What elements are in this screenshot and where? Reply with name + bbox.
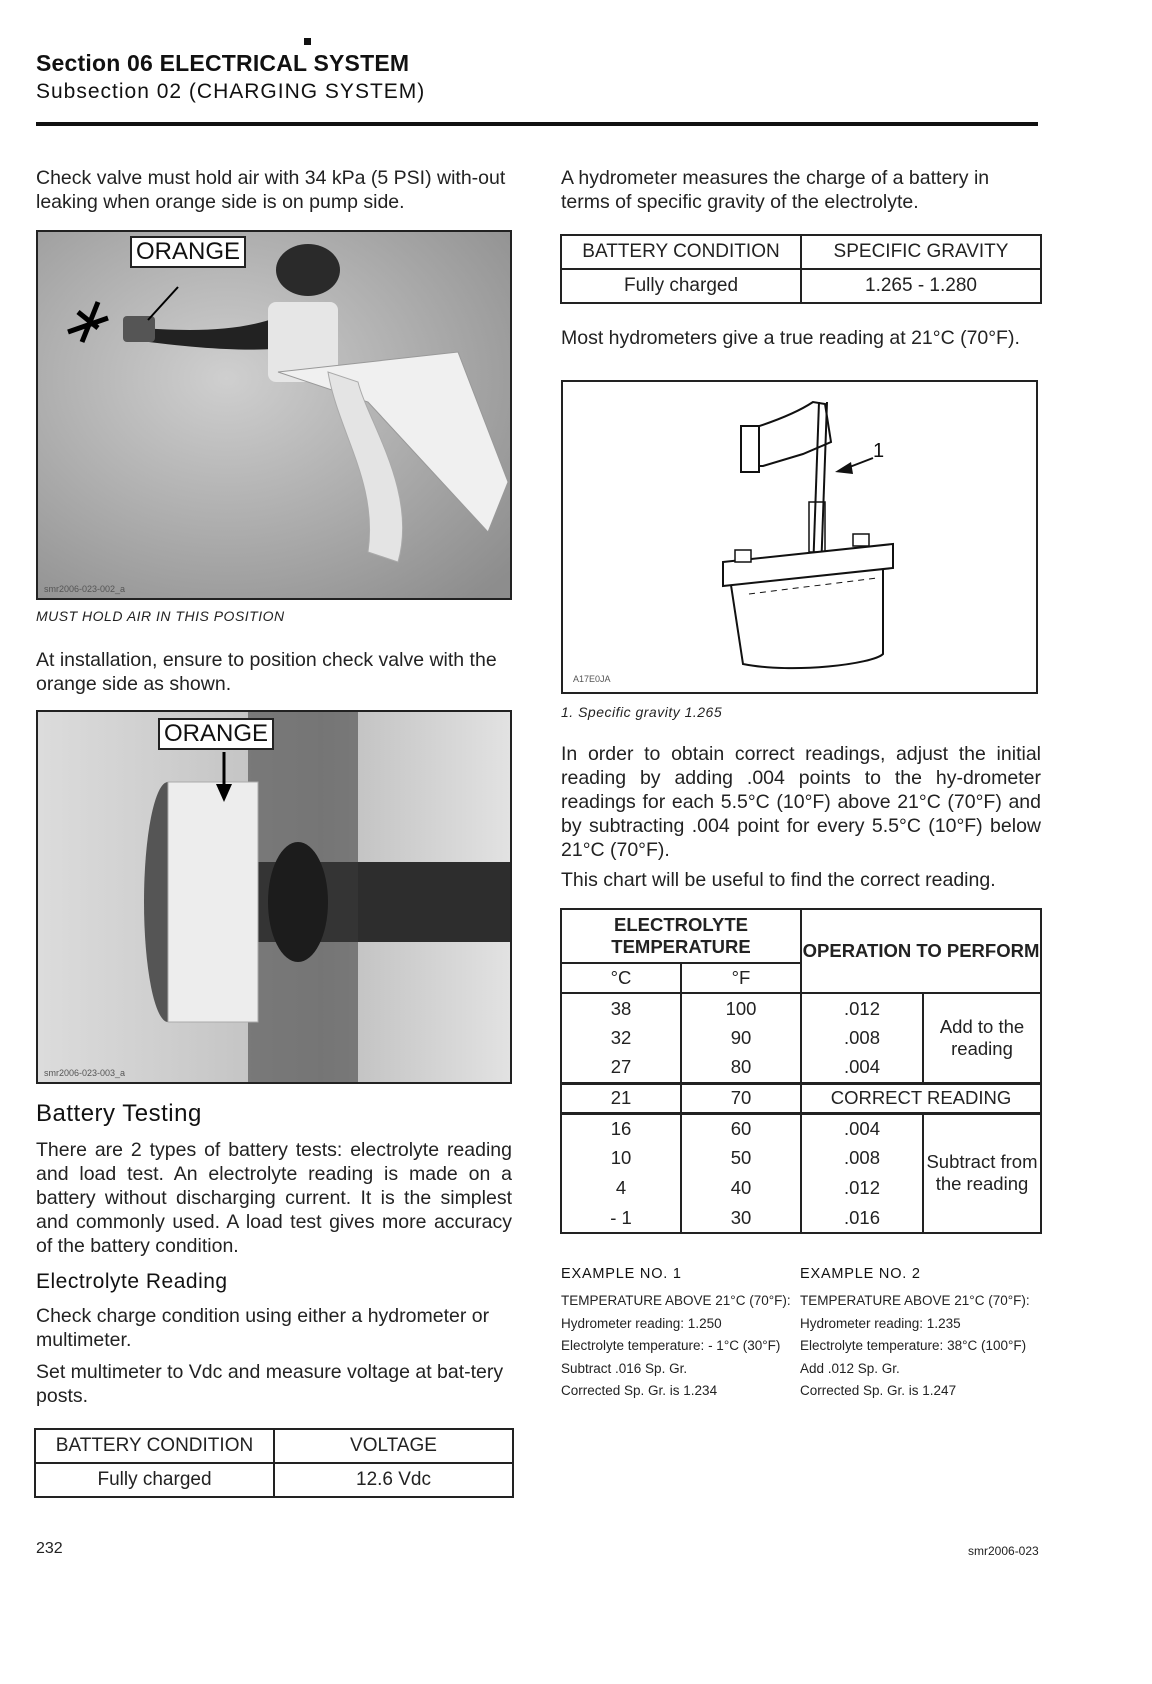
- figure-check-valve-position: [36, 710, 512, 1084]
- table-cell: 50: [681, 1143, 801, 1173]
- charge-condition-paragraph: Check charge condition using either a hydrometer or multimeter.: [36, 1305, 490, 1351]
- table-cell: 10: [561, 1143, 681, 1173]
- figure-code: smr2006-023-002_a: [44, 584, 126, 594]
- table-cell: 38: [561, 993, 681, 1023]
- table-cell: 27: [561, 1053, 681, 1083]
- figure-hydrometer: [561, 380, 1038, 694]
- table-cell: .008: [801, 1023, 923, 1053]
- figure-code: smr2006-023-003_a: [44, 1068, 126, 1078]
- table-cell: 80: [681, 1053, 801, 1083]
- electrolyte-reading-heading: Electrolyte Reading: [36, 1270, 228, 1293]
- example-2-lines: [800, 1290, 1040, 1403]
- voltage-table-cell: 12.6 Vdc: [274, 1463, 513, 1497]
- orange-label-2: ORANGE: [158, 718, 274, 750]
- temperature-correction-table: [560, 908, 1042, 1234]
- figure-code: A17E0JA: [573, 674, 611, 684]
- table-cell: 30: [681, 1203, 801, 1233]
- example-line: Hydrometer reading: 1.250: [561, 1315, 722, 1331]
- celsius-header: °C: [561, 963, 681, 993]
- example-line: Corrected Sp. Gr. is 1.234: [561, 1383, 718, 1398]
- table-cell: 90: [681, 1023, 801, 1053]
- example-1-lines: [561, 1290, 791, 1403]
- example-line: Subtract .016 Sp. Gr.: [561, 1360, 688, 1376]
- figure-check-valve-pump: [36, 230, 512, 600]
- installation-paragraph: At installation, ensure to position check valve with the orange side as shown.: [36, 649, 497, 695]
- table-cell: 40: [681, 1173, 801, 1203]
- example-line: Hydrometer reading: 1.235: [800, 1315, 961, 1331]
- add-label: Add to the reading: [923, 993, 1041, 1083]
- example-2: [800, 1266, 1040, 1403]
- hydrometer-illustration: [563, 382, 1036, 692]
- battery-testing-heading: Battery Testing: [36, 1100, 202, 1127]
- voltage-table-header: BATTERY CONDITION: [35, 1429, 274, 1463]
- document-code: smr2006-023: [968, 1544, 1039, 1558]
- correct-reading-cell: CORRECT READING: [801, 1083, 1041, 1113]
- table-cell: .008: [801, 1143, 923, 1173]
- subsection-title: Subsection 02 (CHARGING SYSTEM): [36, 80, 426, 103]
- voltage-table-cell: Fully charged: [35, 1463, 274, 1497]
- sg-table-header: BATTERY CONDITION: [561, 235, 801, 269]
- table-cell: .012: [801, 993, 923, 1023]
- header-mark: [304, 38, 311, 45]
- hydrometer-callout: 1: [873, 440, 885, 462]
- example-1-title: EXAMPLE NO. 1: [561, 1266, 682, 1282]
- header-rule: [36, 122, 1038, 126]
- sg-table-cell: 1.265 - 1.280: [801, 269, 1041, 303]
- table-cell: 100: [681, 993, 801, 1023]
- sg-table-header: SPECIFIC GRAVITY: [801, 235, 1041, 269]
- example-2-title: EXAMPLE NO. 2: [800, 1266, 921, 1282]
- page-number: 232: [36, 1540, 63, 1557]
- example-line: TEMPERATURE ABOVE 21°C (70°F):: [561, 1293, 791, 1308]
- example-line: Electrolyte temperature: 38°C (100°F): [800, 1338, 1027, 1353]
- figure-caption: MUST HOLD AIR IN THIS POSITION: [36, 608, 285, 624]
- true-reading-paragraph: Most hydrometers give a true reading at 21°C (70°F).: [561, 327, 1020, 349]
- pump-photo: [38, 232, 510, 598]
- multimeter-paragraph: Set multimeter to Vdc and measure voltage at bat-tery posts.: [36, 1361, 504, 1407]
- example-line: Corrected Sp. Gr. is 1.247: [800, 1383, 957, 1398]
- operation-header: OPERATION TO PERFORM: [801, 909, 1041, 993]
- chart-intro-paragraph: This chart will be useful to find the correct reading.: [561, 869, 996, 891]
- voltage-table-header: VOLTAGE: [274, 1429, 513, 1463]
- example-line: Add .012 Sp. Gr.: [800, 1360, 900, 1376]
- example-line: TEMPERATURE ABOVE 21°C (70°F):: [800, 1293, 1030, 1308]
- table-cell: 16: [561, 1113, 681, 1143]
- table-cell: 21: [561, 1083, 681, 1113]
- temp-header: ELECTROLYTE TEMPERATURE: [561, 909, 801, 963]
- orange-label-1: ORANGE: [130, 236, 246, 268]
- table-cell: - 1: [561, 1203, 681, 1233]
- table-cell: .016: [801, 1203, 923, 1233]
- table-cell: .004: [801, 1053, 923, 1083]
- hydrometer-caption: 1. Specific gravity 1.265: [561, 704, 723, 720]
- specific-gravity-table: [560, 234, 1042, 304]
- table-cell: .012: [801, 1173, 923, 1203]
- subtract-label: Subtract from the reading: [923, 1113, 1041, 1233]
- section-title: Section 06 ELECTRICAL SYSTEM: [36, 50, 410, 76]
- table-cell: 32: [561, 1023, 681, 1053]
- table-cell: 70: [681, 1083, 801, 1113]
- check-valve-paragraph: Check valve must hold air with 34 kPa (5 PSI) with-out leaking when orange side is on pump side.: [36, 167, 506, 213]
- fahrenheit-header: °F: [681, 963, 801, 993]
- valve-photo: [38, 712, 510, 1082]
- battery-testing-paragraph: There are 2 types of battery tests: electrolyte reading and load test. An electrolyte reading is made on a battery without discharging current. It is the simplest and commonly used. A load test gives more accuracy of the battery condition.: [36, 1139, 512, 1257]
- voltage-table: [34, 1428, 514, 1498]
- table-cell: 60: [681, 1113, 801, 1143]
- table-cell: 4: [561, 1173, 681, 1203]
- example-1: [561, 1266, 791, 1403]
- table-cell: .004: [801, 1113, 923, 1143]
- sg-table-cell: Fully charged: [561, 269, 801, 303]
- example-line: Electrolyte temperature: - 1°C (30°F): [561, 1338, 781, 1353]
- correction-paragraph: In order to obtain correct readings, adjust the initial reading by adding .004 points to the hy-drometer readings for each 5.5°C (10°F) above 21°C (70°F) and by subtracting .004 point for every 5.5°C (10°F) below 21°C (70°F).: [561, 743, 1041, 861]
- hydrometer-paragraph: A hydrometer measures the charge of a battery in terms of specific gravity of the electrolyte.: [561, 167, 990, 213]
